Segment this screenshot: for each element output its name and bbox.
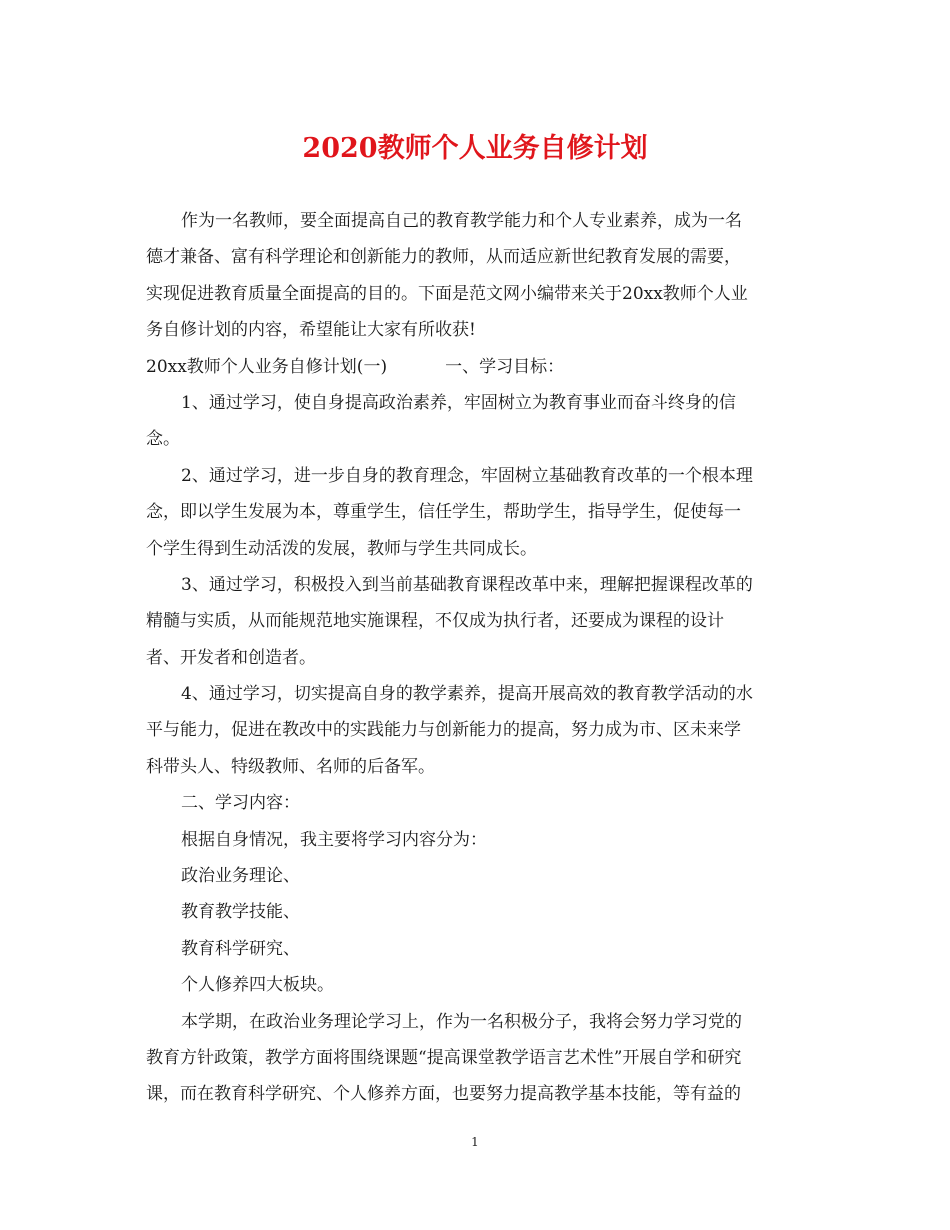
document-body — [146, 203, 806, 1113]
paragraph-line: 科带头人、特级教师、名师的后备军。 — [146, 756, 435, 777]
document-title: 2020教师个人业务自修计划 — [302, 133, 648, 164]
subtitle-text: 20xx教师个人业务自修计划(一) — [146, 356, 388, 377]
list-item: 教育教学技能、 — [181, 902, 300, 923]
paragraph-line: 1、通过学习，使自身提高政治素养，牢固树立为教育事业而奋斗终身的信 — [181, 392, 736, 413]
paragraph-line: 课，而在教育科学研究、个人修养方面，也要努力提高教学基本技能，等有益的 — [146, 1084, 741, 1105]
section-heading-line — [146, 349, 806, 385]
list-item: 教育科学研究、 — [181, 938, 300, 959]
paragraph-line: 实现促进教育质量全面提高的目的。下面是范文网小编带来关于20xx教师个人业 — [146, 283, 748, 304]
paragraph-line: 根据自身情况，我主要将学习内容分为： — [181, 829, 487, 850]
paragraph-line: 务自修计划的内容，希望能让大家有所收获! — [146, 320, 476, 341]
heading-learning-content: 二、学习内容： — [181, 793, 300, 814]
paragraph-line: 念，即以学生发展为本，尊重学生，信任学生，帮助学生，指导学生，促使每一 — [146, 502, 741, 523]
paragraph-line: 平与能力，促进在教改中的实践能力与创新能力的提高，努力成为市、区未来学 — [146, 720, 741, 741]
paragraph-line: 本学期，在政治业务理论学习上，作为一名积极分子，我将会努力学习党的 — [181, 1011, 742, 1032]
paragraph-line: 3、通过学习，积极投入到当前基础教育课程改革中来，理解把握课程改革的 — [181, 574, 753, 595]
paragraph-line: 2、通过学习，进一步自身的教育理念，牢固树立基础教育改革的一个根本理 — [181, 465, 753, 486]
paragraph-line: 作为一名教师，要全面提高自己的教育教学能力和个人专业素养，成为一名 — [181, 211, 742, 231]
heading-learning-goals: 一、学习目标： — [445, 356, 565, 377]
page-number: 1 — [471, 1135, 479, 1149]
paragraph-line: 念。 — [146, 429, 180, 450]
paragraph-line: 教育方针政策，教学方面将围绕课题“提高课堂教学语言艺术性”开展自学和研究 — [146, 1047, 742, 1068]
list-item: 个人修养四大板块。 — [181, 975, 334, 996]
paragraph-line: 4、通过学习，切实提高自身的教学素养，提高开展高效的教育教学活动的水 — [181, 684, 753, 705]
paragraph-line: 者、开发者和创造者。 — [146, 647, 316, 668]
list-item: 政治业务理论、 — [181, 866, 300, 887]
paragraph-line: 德才兼备、富有科学理论和创新能力的教师，从而适应新世纪教育发展的需要， — [146, 247, 741, 268]
paragraph-line: 个学生得到生动活泼的发展，教师与学生共同成长。 — [146, 538, 537, 559]
paragraph-line: 精髓与实质，从而能规范地实施课程，不仅成为执行者，还要成为课程的设计 — [146, 611, 724, 632]
